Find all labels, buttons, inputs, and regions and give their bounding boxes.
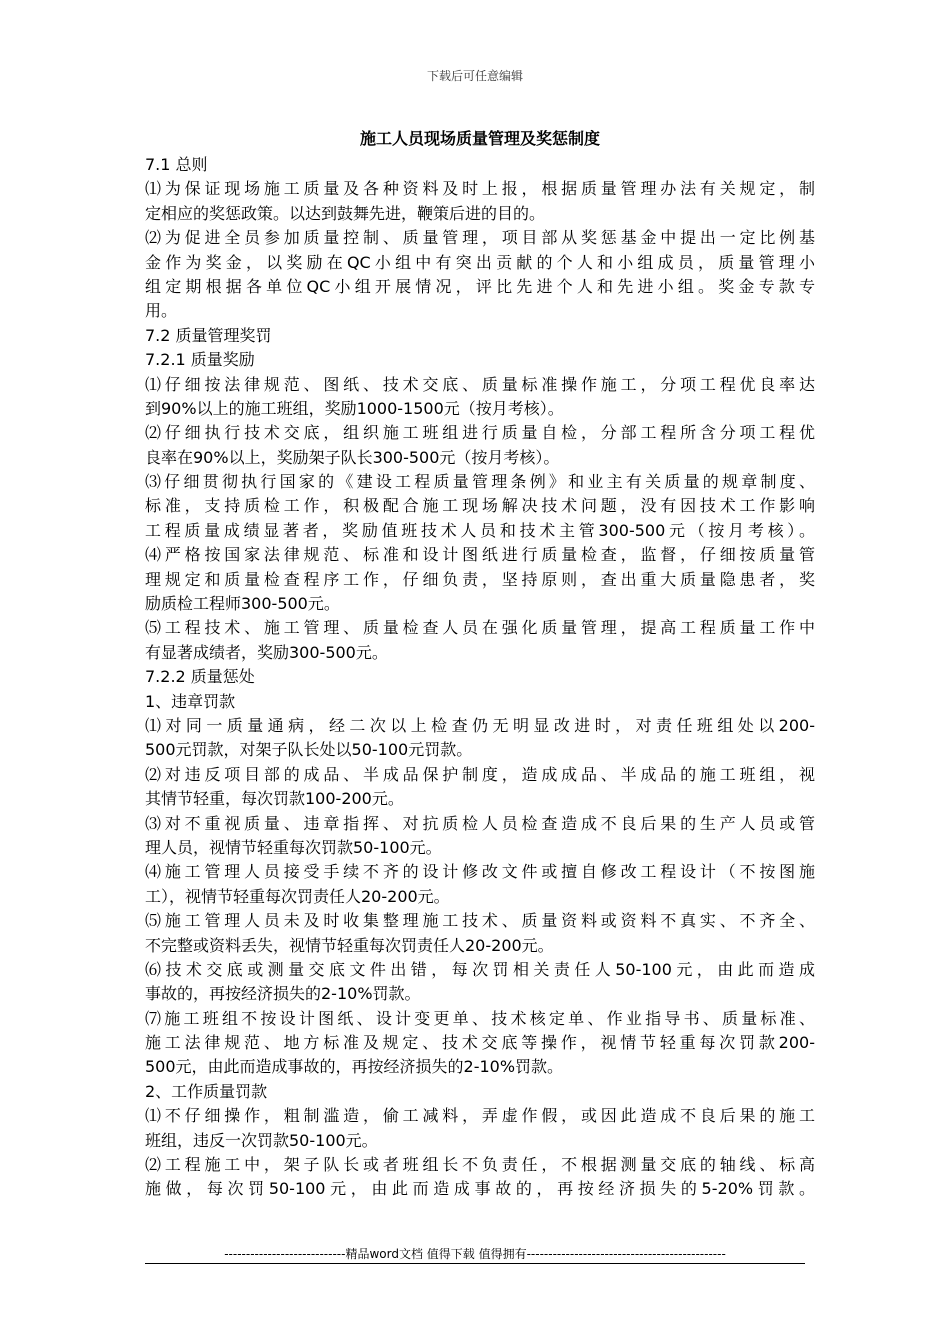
- paragraph-line: 500元，由此而造成事故的，再按经济损失的2-10%罚款。: [145, 1057, 564, 1077]
- paragraph-line: ⑹技术交底或测量交底文件出错，每次罚相关责任人50-100元，由此而造成: [145, 959, 815, 979]
- page-header: 下载后可任意编辑: [426, 69, 523, 83]
- paragraph-line: ⑸施工管理人员未及时收集整理施工技术、质量资料或资料不真实、不齐全、: [145, 911, 815, 931]
- document-title: 施工人员现场质量管理及奖惩制度: [359, 129, 600, 148]
- paragraph-line: 到90%以上的施工班组，奖励1000-1500元（按月考核）。: [145, 398, 564, 418]
- subsection-heading: 7.2.1 质量奖励: [145, 350, 255, 370]
- section-heading: 7.2 质量管理奖罚: [145, 325, 272, 345]
- paragraph-line: ⑴不仔细操作，粗制滥造，偷工减料，弄虚作假，或因此造成不良后果的施工: [145, 1106, 815, 1126]
- paragraph-line: ⑶对不重视质量、违章指挥、对抗质检人员检查造成不良后果的生产人员或管: [145, 813, 815, 833]
- paragraph-line: 标准，支持质检工作，积极配合施工现场解决技术问题，没有因技术工作影响: [145, 496, 815, 516]
- paragraph-line: ⑵为促进全员参加质量控制、质量管理，项目部从奖惩基金中提出一定比例基: [145, 228, 815, 248]
- paragraph-line: 施工法律规范、地方标准及规定、技术交底等操作，视情节轻重每次罚款200-: [145, 1033, 815, 1053]
- paragraph-line: ⑵工程施工中，架子队长或者班组长不负责任，不根据测量交底的轴线、标高: [145, 1155, 815, 1175]
- subsection-heading: 7.2.2 质量惩处: [145, 667, 255, 687]
- page-footer: ----------------------------精品word文档 值得下载 值得拥有----------------------------------------------: [224, 1247, 726, 1261]
- paragraph-line: ⑷施工管理人员接受手续不齐的设计修改文件或擅自修改工程设计（不按图施: [145, 862, 815, 882]
- paragraph-line: 施做，每次罚50-100元，由此而造成事故的，再按经济损失的5-20%罚款。: [145, 1179, 815, 1199]
- paragraph-line: 500元罚款，对架子队长处以50-100元罚款。: [145, 740, 473, 760]
- paragraph-line: 工程质量成绩显著者，奖励值班技术人员和技术主管300-500元（按月考核）。: [145, 520, 815, 540]
- paragraph-line: 用。: [145, 301, 178, 321]
- paragraph-line: 金作为奖金，以奖励在QC小组中有突出贡献的个人和小组成员，质量管理小: [145, 252, 815, 272]
- paragraph-line: ⑴仔细按法律规范、图纸、技术交底、质量标准操作施工，分项工程优良率达: [145, 374, 815, 394]
- paragraph-line: ⑸工程技术、施工管理、质量检查人员在强化质量管理，提高工程质量工作中: [145, 618, 815, 638]
- footer-rule: [145, 1263, 805, 1264]
- paragraph-line: 理规定和质量检查程序工作，仔细负责，坚持原则，查出重大质量隐患者，奖: [145, 569, 815, 589]
- paragraph-line: ⑴对同一质量通病，经二次以上检查仍无明显改进时，对责任班组处以200-: [145, 715, 815, 735]
- paragraph-line: 班组，违反一次罚款50-100元。: [145, 1130, 378, 1150]
- list-heading: 2、工作质量罚款: [145, 1081, 268, 1101]
- paragraph-line: ⑵仔细执行技术交底，组织施工班组进行质量自检，分部工程所含分项工程优: [145, 423, 815, 443]
- paragraph-line: 不完整或资料丢失，视情节轻重每次罚责任人20-200元。: [145, 935, 554, 955]
- paragraph-line: ⑶仔细贯彻执行国家的《建设工程质量管理条例》和业主有关质量的规章制度、: [145, 472, 815, 492]
- paragraph-line: 事故的，再按经济损失的2-10%罚款。: [145, 984, 421, 1004]
- paragraph-line: ⑷严格按国家法律规范、标准和设计图纸进行质量检查，监督，仔细按质量管: [145, 545, 815, 565]
- paragraph-line: 良率在90%以上，奖励架子队长300-500元（按月考核）。: [145, 447, 560, 467]
- paragraph-line: ⑵对违反项目部的成品、半成品保护制度，造成成品、半成品的施工班组，视: [145, 764, 815, 784]
- document-body: [145, 128, 815, 1202]
- paragraph-line: ⑺施工班组不按设计图纸、设计变更单、技术核定单、作业指导书、质量标准、: [145, 1008, 815, 1028]
- paragraph-line: 理人员，视情节轻重每次罚款50-100元。: [145, 837, 442, 857]
- paragraph-line: ⑴为保证现场施工质量及各种资料及时上报，根据质量管理办法有关规定，制: [145, 179, 815, 199]
- paragraph-line: 组定期根据各单位QC小组开展情况，评比先进个人和先进小组。奖金专款专: [145, 276, 815, 296]
- paragraph-line: 定相应的奖惩政策。以达到鼓舞先进，鞭策后进的目的。: [145, 203, 546, 223]
- paragraph-line: 有显著成绩者，奖励300-500元。: [145, 642, 388, 662]
- paragraph-line: 其情节轻重，每次罚款100-200元。: [145, 789, 404, 809]
- paragraph-line: 工），视情节轻重每次罚责任人20-200元。: [145, 886, 450, 906]
- section-heading: 7.1 总则: [145, 155, 208, 174]
- paragraph-line: 励质检工程师300-500元。: [145, 594, 340, 614]
- list-heading: 1、违章罚款: [145, 691, 236, 711]
